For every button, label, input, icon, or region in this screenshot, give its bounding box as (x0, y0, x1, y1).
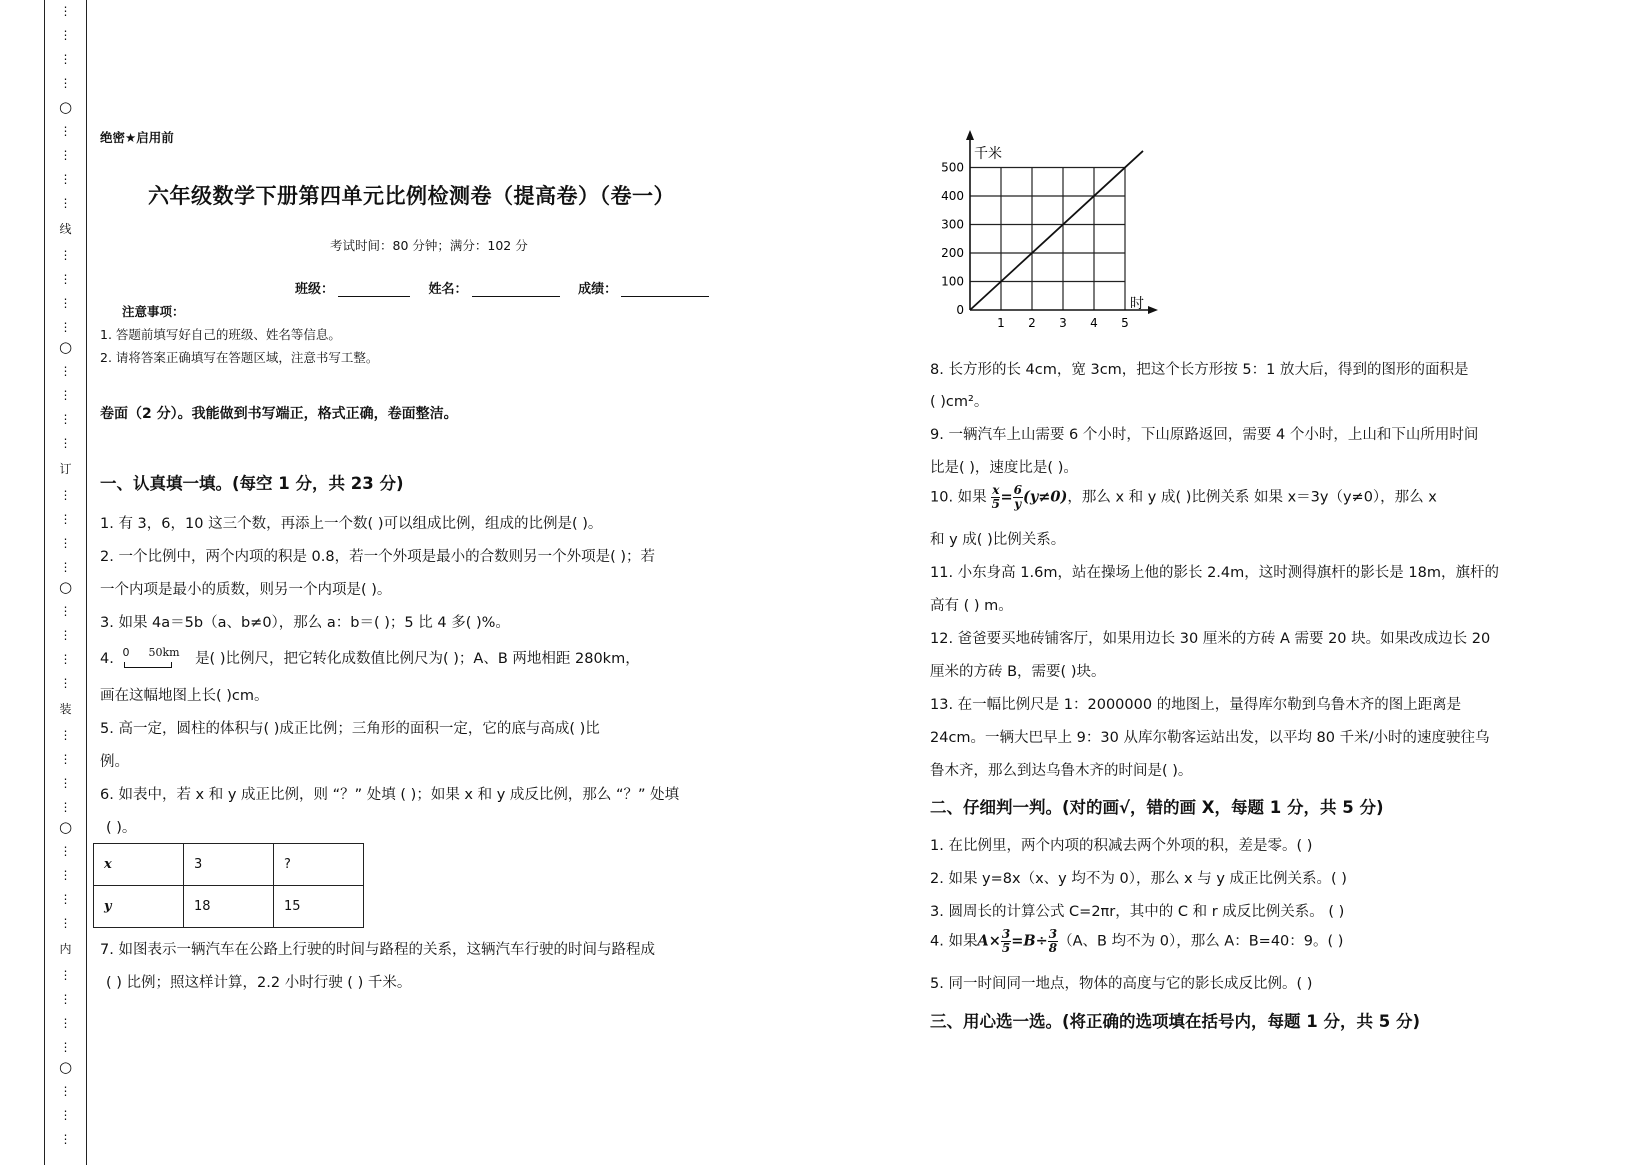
question-11-line-2: 高有 ( ) m。 (930, 598, 1013, 614)
table-row (94, 886, 364, 928)
dots: ⋮ (59, 676, 72, 690)
circle-mark: ○ (58, 818, 73, 836)
table-cell: 18 (184, 886, 274, 928)
numerator: 3 (1001, 927, 1011, 941)
binding-char-ding: 订 (59, 462, 72, 476)
score-blank[interactable] (621, 282, 709, 297)
question-5-line-1: 5. 高一定，圆柱的体积与( )成正比例；三角形的面积一定，它的底与高成( )比 (100, 721, 600, 737)
question-13-line-3: 鲁木齐，那么到达乌鲁木齐的时间是( )。 (930, 763, 1193, 779)
dots: ⋮ (59, 148, 72, 162)
question-9-line-2: 比是( )，速度比是( )。 (930, 460, 1078, 476)
question-9-line-1: 9. 一辆汽车上山需要 6 个小时，下山原路返回，需要 4 个小时，上山和下山所用时间 (930, 427, 1479, 443)
dots: ⋮ (59, 512, 72, 526)
dots: ⋮ (59, 800, 72, 814)
dots: ⋮ (59, 628, 72, 642)
left-column (100, 0, 820, 1165)
dots: ⋮ (59, 52, 72, 66)
table-cell: x (94, 844, 184, 886)
question-13-line-1: 13. 在一幅比例尺是 1：2000000 的地图上，量得库尔勒到乌鲁木齐的图上距离是 (930, 697, 1462, 713)
x-tick-label: 5 (1121, 316, 1129, 330)
right-column (930, 0, 1560, 1165)
table-cell: ? (274, 844, 364, 886)
denominator: 5 (1001, 941, 1011, 955)
judge-5: 5. 同一时间同一地点，物体的高度与它的影长成反比例。( ) (930, 976, 1313, 992)
dots: ⋮ (59, 992, 72, 1006)
question-4-line-2: 画在这幅地图上长( )cm。 (100, 688, 269, 704)
dots: ⋮ (59, 4, 72, 18)
table-cell: 15 (274, 886, 364, 928)
dots: ⋮ (59, 1084, 72, 1098)
dots: ⋮ (59, 968, 72, 982)
judge-1: 1. 在比例里，两个内项的积减去两个外项的积，差是零。( ) (930, 838, 1313, 854)
y-tick-label: 0 (956, 303, 964, 317)
class-label: 班级： (295, 282, 335, 297)
scale-bar (122, 646, 184, 668)
dots: ⋮ (59, 172, 72, 186)
question-4-line-1 (100, 647, 640, 668)
xy-table (93, 843, 364, 928)
question-2-line-1: 2. 一个比例中，两个内项的积是 0.8，若一个外项是最小的合数则另一个外项是( )；若 (100, 549, 656, 565)
dots: ⋮ (59, 1108, 72, 1122)
question-6-line-2: ( )。 (106, 820, 137, 836)
equals-b: =B÷ (1011, 932, 1048, 950)
graph-series (970, 151, 1143, 310)
y-tick-label: 100 (941, 274, 964, 289)
series-line (970, 151, 1143, 310)
numerator: x (992, 483, 1000, 497)
question-11-line-1: 11. 小东身高 1.6m，站在操场上他的影长 2.4m，这时测得旗杆的影长是 18m，旗杆的 (930, 565, 1499, 581)
section-1-title: 一、认真填一填。(每空 1 分，共 23 分) (100, 474, 404, 493)
question-3: 3. 如果 4a＝5b（a、b≠0），那么 a：b＝( )；5 比 4 多( )%。 (100, 615, 510, 631)
judge-4-rest: （A、B 均不为 0），那么 A：B=40：9。( ) (1058, 933, 1344, 950)
x-tick-label: 1 (997, 316, 1005, 330)
question-6-line-1: 6. 如表中，若 x 和 y 成正比例，则 “？” 处填 ( )；如果 x 和 y 成反比例，那么 “？” 处填 (100, 787, 680, 803)
condition: (y≠0) (1022, 488, 1068, 506)
question-12-line-1: 12. 爸爸要买地砖铺客厅，如果用边长 30 厘米的方砖 A 需要 20 块。如果改成边长 20 (930, 631, 1491, 647)
question-4-number: 4. (100, 651, 114, 667)
judge-4-prefix: 4. 如果 (930, 933, 978, 950)
dots: ⋮ (59, 124, 72, 138)
circle-mark: ○ (58, 338, 73, 356)
dots: ⋮ (59, 488, 72, 502)
notice-title: 注意事项： (122, 304, 185, 319)
handwriting-note: 卷面（2 分）。我能做到书写端正，格式正确，卷面整洁。 (100, 406, 458, 422)
binding-column (45, 0, 86, 1165)
dots: ⋮ (59, 776, 72, 790)
dots: ⋮ (59, 1040, 72, 1054)
student-fields (295, 278, 723, 297)
dots: ⋮ (59, 436, 72, 450)
numerator: 3 (1048, 927, 1058, 941)
x-axis-unit: 时 (1130, 296, 1144, 312)
name-blank[interactable] (472, 282, 560, 297)
judge-4 (930, 928, 1343, 955)
y-tick-label: 500 (941, 160, 964, 175)
binding-char-zhuang: 装 (59, 702, 72, 716)
scale-zero: 0 (122, 646, 130, 659)
dots: ⋮ (59, 844, 72, 858)
dots: ⋮ (59, 652, 72, 666)
circle-mark: ○ (58, 98, 73, 116)
var-a: A× (977, 932, 1001, 950)
dots: ⋮ (59, 892, 72, 906)
x-tick-label: 3 (1059, 316, 1067, 330)
dots: ⋮ (59, 1016, 72, 1030)
denominator: 8 (1048, 941, 1058, 955)
dots: ⋮ (59, 1132, 72, 1146)
dots: ⋮ (59, 320, 72, 334)
secret-label: 绝密★启用前 (100, 130, 174, 145)
scale-bar-line (124, 662, 172, 668)
dots: ⋮ (59, 868, 72, 882)
binding-char-nei: 内 (59, 942, 72, 956)
dots: ⋮ (59, 248, 72, 262)
question-7-line-2: ( ) 比例；照这样计算，2.2 小时行驶 ( ) 千米。 (106, 975, 412, 991)
fraction-3-over-5 (1001, 928, 1011, 955)
question-13-line-2: 24cm。一辆大巴早上 9：30 从库尔勒客运站出发，以平均 80 千米/小时的速度驶往乌 (930, 730, 1490, 746)
dots: ⋮ (59, 28, 72, 42)
dots: ⋮ (59, 536, 72, 550)
denominator: 5 (991, 497, 1001, 511)
dots: ⋮ (59, 604, 72, 618)
denominator: y (1014, 497, 1022, 511)
y-tick-label: 300 (941, 217, 964, 232)
judge-2: 2. 如果 y=8x（x、y 均不为 0），那么 x 与 y 成正比例关系。( ) (930, 871, 1347, 887)
question-4-text: 是( )比例尺，把它转化成数值比例尺为( )；A、B 两地相距 280km， (195, 651, 640, 667)
distance-time-graph (930, 130, 1160, 330)
y-tick-label: 400 (941, 189, 964, 203)
class-blank[interactable] (338, 282, 410, 297)
x-tick-label: 4 (1090, 316, 1098, 330)
dots: ⋮ (59, 728, 72, 742)
score-label: 成绩： (578, 282, 618, 297)
x-axis-arrow-icon (1148, 306, 1158, 314)
table-row (94, 844, 364, 886)
question-10-prefix: 10. 如果 (930, 489, 987, 506)
y-axis-arrow-icon (966, 130, 974, 140)
scale-km: 50km (148, 646, 180, 659)
section-2-title: 二、仔细判一判。(对的画√，错的画 X，每题 1 分，共 5 分) (930, 798, 1384, 817)
question-5-line-2: 例。 (100, 754, 129, 770)
question-10-line-1 (930, 484, 1437, 511)
dots: ⋮ (59, 272, 72, 286)
binding-char-xian: 线 (59, 222, 72, 236)
notice-item: 2. 请将答案正确填写在答题区域，注意书写工整。 (100, 350, 379, 365)
table-cell: y (94, 886, 184, 928)
fraction-6-over-y (1013, 484, 1023, 511)
dots: ⋮ (59, 916, 72, 930)
binding-margin (44, 0, 87, 1165)
dots: ⋮ (59, 364, 72, 378)
question-1: 1. 有 3，6，10 这三个数，再添上一个数( )可以组成比例，组成的比例是( )。 (100, 516, 603, 532)
numerator: 6 (1013, 483, 1022, 497)
table-cell: 3 (184, 844, 274, 886)
name-label: 姓名： (428, 282, 468, 297)
question-10-rest: ，那么 x 和 y 成( )比例关系 如果 x＝3y（y≠0），那么 x (1067, 489, 1437, 506)
equals-sign: = (1000, 488, 1013, 506)
dots: ⋮ (59, 412, 72, 426)
question-10-line-2: 和 y 成( )比例关系。 (930, 532, 1066, 548)
circle-mark: ○ (58, 578, 73, 596)
page-title: 六年级数学下册第四单元比例检测卷（提高卷）（卷一） (148, 184, 675, 208)
dots: ⋮ (59, 76, 72, 90)
exam-info: 考试时间：80 分钟；满分：102 分 (330, 238, 528, 253)
dots: ⋮ (59, 196, 72, 210)
fraction-3-over-8 (1048, 928, 1058, 955)
dots: ⋮ (59, 752, 72, 766)
question-7-line-1: 7. 如图表示一辆汽车在公路上行驶的时间与路程的关系，这辆汽车行驶的时间与路程成 (100, 942, 655, 958)
dots: ⋮ (59, 560, 72, 574)
question-2-line-2: 一个内项是最小的质数，则另一个内项是( )。 (100, 582, 392, 598)
circle-mark: ○ (58, 1058, 73, 1076)
section-3-title: 三、用心选一选。(将正确的选项填在括号内，每题 1 分，共 5 分) (930, 1012, 1421, 1031)
notice-item: 1. 答题前填写好自己的班级、姓名等信息。 (100, 327, 341, 342)
y-tick-label: 200 (941, 246, 964, 260)
question-8-line-1: 8. 长方形的长 4cm，宽 3cm，把这个长方形按 5：1 放大后，得到的图形的面积是 (930, 362, 1469, 378)
x-tick-label: 2 (1028, 316, 1036, 330)
dots: ⋮ (59, 296, 72, 310)
question-12-line-2: 厘米的方砖 B，需要( )块。 (930, 664, 1106, 680)
judge-3: 3. 圆周长的计算公式 C=2πr，其中的 C 和 r 成反比例关系。 ( ) (930, 904, 1345, 920)
question-8-line-2: ( )cm²。 (930, 394, 989, 410)
y-axis-unit: 千米 (974, 146, 1002, 162)
dots: ⋮ (59, 388, 72, 402)
